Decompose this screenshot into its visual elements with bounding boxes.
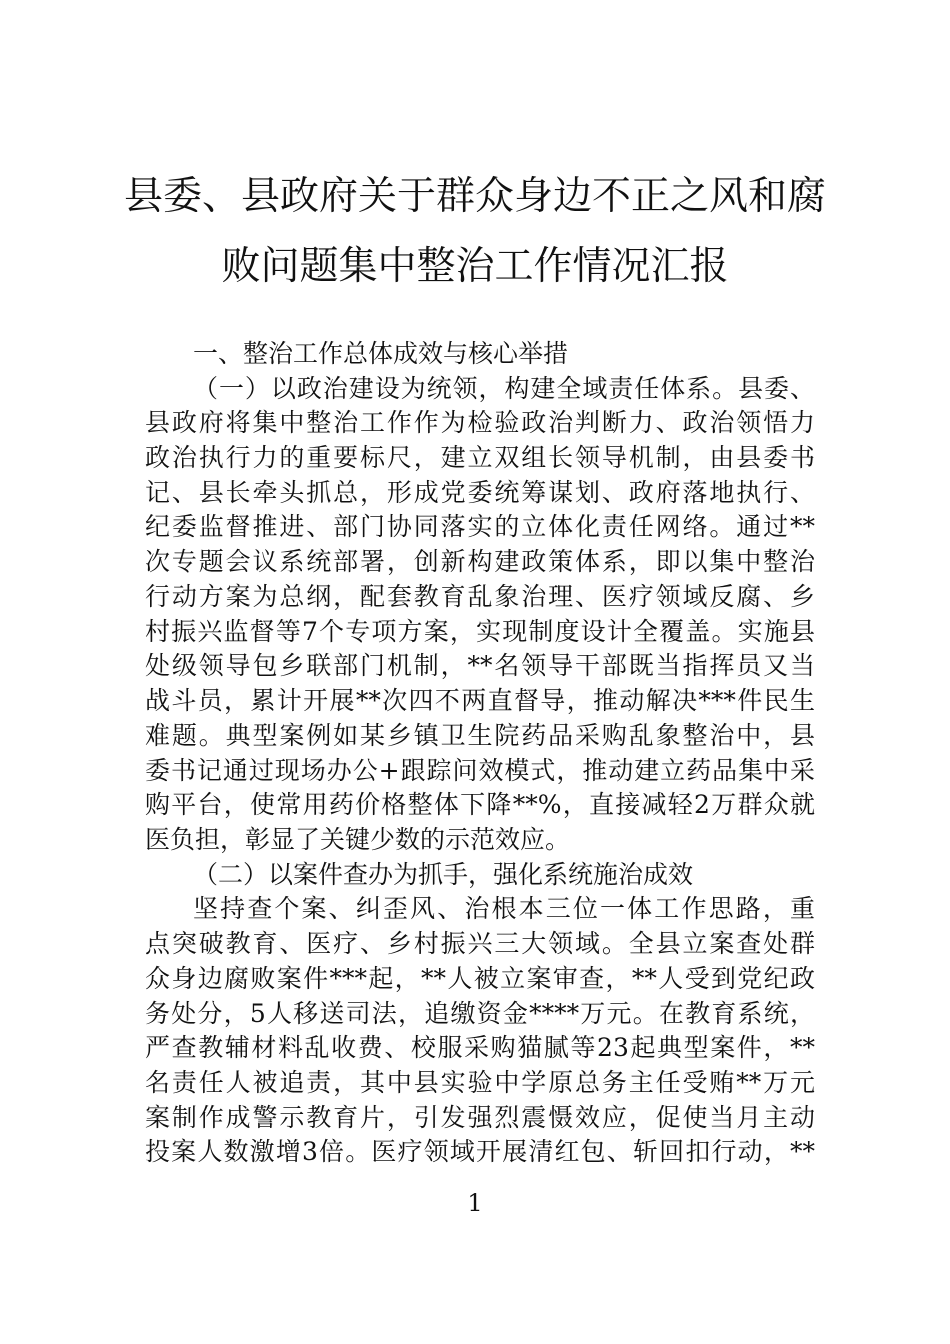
paragraph-line: 委书记通过现场办公+跟踪问效模式，推动建立药品集中采 xyxy=(145,756,815,785)
paragraph-line: 处级领导包乡联部门机制，**名领导干部既当指挥员又当 xyxy=(145,651,815,680)
paragraph-line: 次专题会议系统部署，创新构建政策体系，即以集中整治 xyxy=(145,547,815,576)
paragraph-line: 坚持查个案、纠歪风、治根本三位一体工作思路，重 xyxy=(193,894,815,923)
paragraph-line: 务处分，5人移送司法，追缴资金****万元。在教育系统， xyxy=(145,999,815,1028)
page-number: 1 xyxy=(467,1189,483,1217)
paragraph-line: 点突破教育、医疗、乡村振兴三大领域。全县立案查处群 xyxy=(145,929,815,958)
paragraph-line: 投案人数激增3倍。医疗领域开展清红包、斩回扣行动，** xyxy=(145,1137,815,1166)
paragraph-line: 战斗员，累计开展**次四不两直督导，推动解决***件民生 xyxy=(145,686,815,715)
paragraph-line: 严查教辅材料乱收费、校服采购猫腻等23起典型案件，** xyxy=(145,1033,815,1062)
document-title-line-1: 县委、县政府关于群众身边不正之风和腐 xyxy=(123,174,826,219)
paragraph-line: （一）以政治建设为统领，构建全域责任体系。县委、 xyxy=(193,374,815,403)
paragraph-line: 行动方案为总纲，配套教育乱象治理、医疗领域反腐、乡 xyxy=(145,582,815,611)
paragraph-line: 难题。典型案例如某乡镇卫生院药品采购乱象整治中，县 xyxy=(145,721,815,750)
paragraph-line: 众身边腐败案件***起，**人被立案审查，**人受到党纪政 xyxy=(145,964,815,993)
paragraph-line: 购平台，使常用药价格整体下降**%，直接减轻2万群众就 xyxy=(145,790,815,819)
paragraph-line: 政治执行力的重要标尺，建立双组长领导机制，由县委书 xyxy=(145,443,815,472)
paragraph-line: 医负担，彰显了关键少数的示范效应。 xyxy=(145,825,571,854)
paragraph-line: 案制作成警示教育片，引发强烈震慑效应，促使当月主动 xyxy=(145,1103,815,1132)
paragraph-line: 纪委监督推进、部门协同落实的立体化责任网络。通过** xyxy=(145,512,815,541)
paragraph-line: 记、县长牵头抓总，形成党委统筹谋划、政府落地执行、 xyxy=(145,478,815,507)
paragraph-line: 村振兴监督等7个专项方案，实现制度设计全覆盖。实施县 xyxy=(145,617,815,646)
paragraph-line: 名责任人被追责，其中县实验中学原总务主任受贿**万元 xyxy=(145,1068,815,1097)
section-heading: 一、整治工作总体成效与核心举措 xyxy=(193,339,569,368)
document-title-line-2: 败问题集中整治工作情况汇报 xyxy=(221,244,729,289)
subheading: （二）以案件查办为抓手，强化系统施治成效 xyxy=(193,860,694,889)
paragraph-line: 县政府将集中整治工作作为检验政治判断力、政治领悟力 xyxy=(145,408,815,437)
